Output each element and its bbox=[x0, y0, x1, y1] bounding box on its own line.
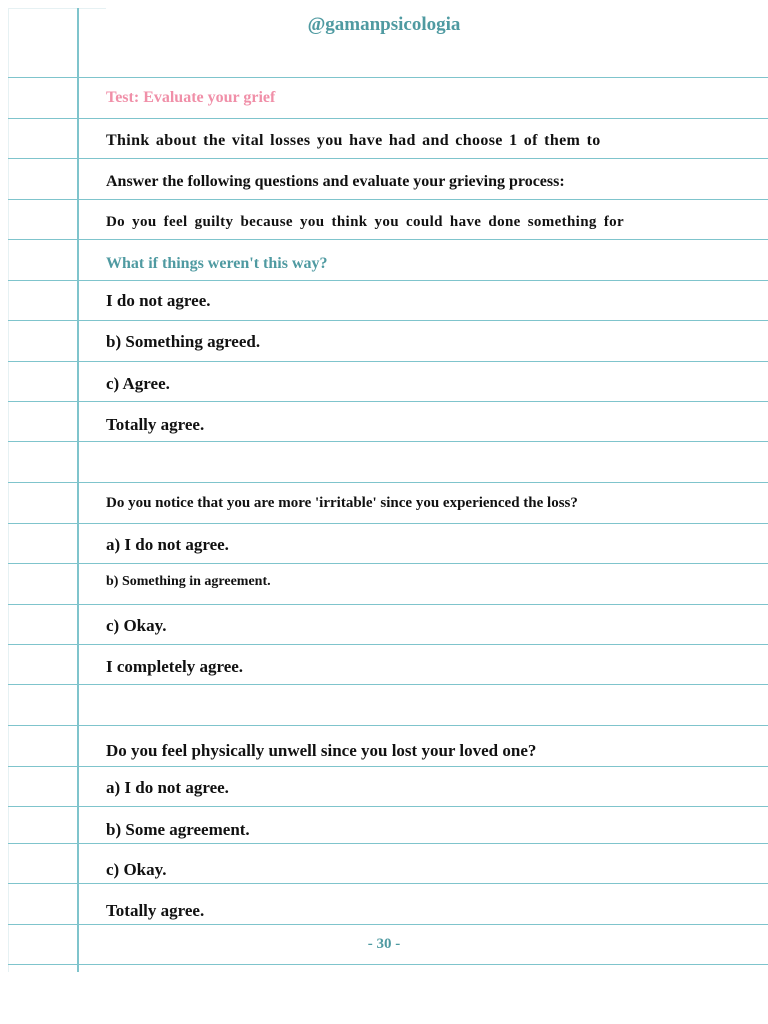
ruled-line bbox=[8, 644, 768, 645]
q1-option: I do not agree. bbox=[106, 291, 211, 310]
ruled-line bbox=[8, 964, 768, 965]
ruled-line bbox=[8, 239, 768, 240]
ruled-line bbox=[8, 158, 768, 159]
ruled-line bbox=[8, 684, 768, 685]
question-2: Do you notice that you are more 'irritable' since you experienced the loss? bbox=[106, 495, 578, 511]
question-3: Do you feel physically unwell since you lost your loved one? bbox=[106, 741, 537, 760]
q1-option: Totally agree. bbox=[106, 415, 205, 434]
ruled-line bbox=[8, 563, 768, 564]
test-title: Test: Evaluate your grief bbox=[106, 89, 276, 106]
ruled-line bbox=[8, 361, 768, 362]
ruled-line bbox=[8, 401, 768, 402]
q3-option: Totally agree. bbox=[106, 901, 205, 920]
q2-option: I completely agree. bbox=[106, 657, 244, 676]
ruled-line bbox=[8, 320, 768, 321]
margin-rule bbox=[77, 8, 79, 972]
q1-option: b) Something agreed. bbox=[106, 332, 261, 351]
q2-option: c) Okay. bbox=[106, 616, 167, 635]
ruled-line bbox=[8, 441, 768, 442]
ruled-line bbox=[8, 199, 768, 200]
ruled-line bbox=[8, 482, 768, 483]
page-number: - 30 - bbox=[367, 936, 401, 952]
ruled-line bbox=[8, 766, 768, 767]
ruled-line bbox=[8, 118, 768, 119]
ruled-line bbox=[8, 883, 768, 884]
intro-line-2: Answer the following questions and evaluate your grieving process: bbox=[106, 173, 565, 190]
page-top-edge bbox=[8, 8, 106, 9]
ruled-line bbox=[8, 725, 768, 726]
q3-option: c) Okay. bbox=[106, 860, 167, 879]
question-1-line-1: Do you feel guilty because you think you could have done something for bbox=[106, 214, 625, 230]
q3-option: b) Some agreement. bbox=[106, 820, 250, 839]
ruled-line bbox=[8, 523, 768, 524]
page-left-edge bbox=[8, 8, 9, 972]
ruled-line bbox=[8, 924, 768, 925]
intro-line-1: Think about the vital losses you have had and choose 1 of them to bbox=[106, 132, 601, 149]
q2-option: b) Something in agreement. bbox=[106, 574, 271, 589]
ruled-line bbox=[8, 604, 768, 605]
ruled-line bbox=[8, 806, 768, 807]
q2-option: a) I do not agree. bbox=[106, 535, 229, 554]
ruled-line bbox=[8, 843, 768, 844]
author-handle: @gamanpsicologia bbox=[307, 14, 461, 35]
ruled-line bbox=[8, 280, 768, 281]
q3-option: a) I do not agree. bbox=[106, 778, 229, 797]
ruled-line bbox=[8, 77, 768, 78]
question-1-line-2: What if things weren't this way? bbox=[106, 255, 328, 272]
q1-option: c) Agree. bbox=[106, 374, 170, 393]
